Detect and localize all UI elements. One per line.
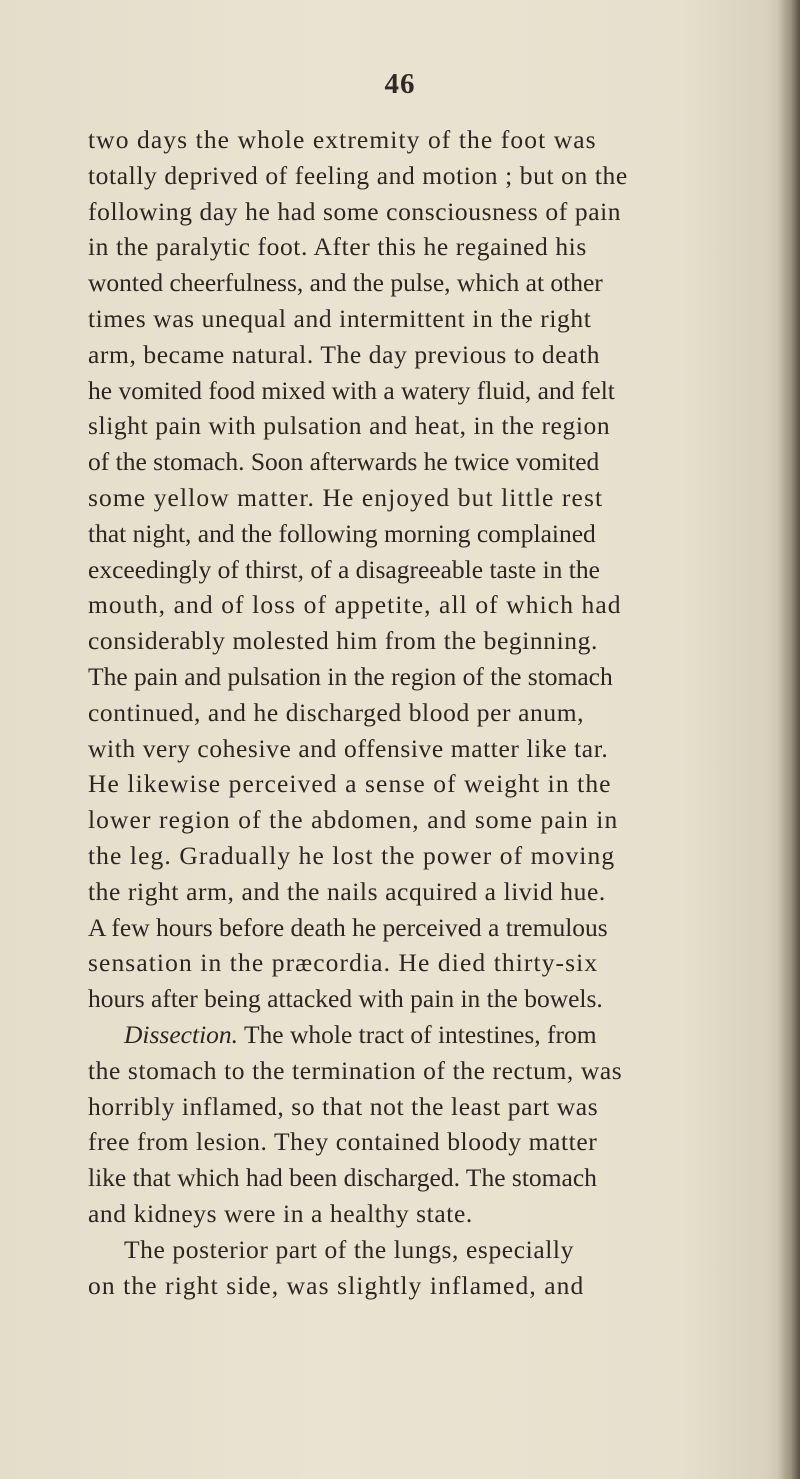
- text-line: considerably molested him from the beginning.: [88, 626, 598, 656]
- text-line: wonted cheerfulness, and the pulse, which at other: [88, 268, 603, 298]
- text-line: with very cohesive and offensive matter like tar.: [88, 733, 609, 763]
- text-line: the stomach to the termination of the rectum, was: [88, 1055, 623, 1085]
- dissection-heading: Dissection.: [124, 1019, 239, 1049]
- text-line: horribly inflamed, so that not the least part was: [88, 1091, 599, 1121]
- text-line: A few hours before death he perceived a tremulous: [88, 912, 608, 942]
- text-line: in the paralytic foot. After this he regained his: [88, 232, 587, 262]
- text-line: on the right side, was slightly inflamed, and: [88, 1270, 585, 1300]
- page-number: 46: [384, 68, 416, 100]
- text-line: arm, became natural. The day previous to death: [88, 339, 601, 369]
- text-line: The posterior part of the lungs, especially: [124, 1234, 574, 1264]
- dissection-first-line-rest: The whole tract of intestines, from: [243, 1019, 597, 1049]
- text-line: exceedingly of thirst, of a disagreeable taste in the: [88, 554, 600, 584]
- text-line: some yellow matter. He enjoyed but little rest: [88, 482, 604, 512]
- text-line: mouth, and of loss of appetite, all of which had: [88, 590, 622, 620]
- dissection-first-line: [88, 1017, 768, 1053]
- text-line: he vomited food mixed with a watery fluid, and felt: [88, 375, 615, 405]
- text-line: slight pain with pulsation and heat, in the region: [88, 411, 611, 441]
- text-line: times was unequal and intermittent in the right: [88, 303, 592, 333]
- text-line: continued, and he discharged blood per anum,: [88, 697, 585, 727]
- text-line: following day he had some consciousness of pain: [88, 196, 622, 226]
- text-line: lower region of the abdomen, and some pain in: [88, 805, 619, 835]
- text-line: that night, and the following morning complained: [88, 518, 596, 548]
- text-line: free from lesion. They contained bloody matter: [88, 1127, 598, 1157]
- text-line: He likewise perceived a sense of weight in the: [88, 769, 612, 799]
- text-line: the leg. Gradually he lost the power of moving: [88, 840, 616, 870]
- text-line: of the stomach. Soon afterwards he twice vomited: [88, 447, 600, 477]
- text-line: sensation in the præcordia. He died thirty-six: [88, 948, 599, 978]
- text-line: hours after being attacked with pain in the bowels.: [88, 984, 603, 1014]
- text-line: and kidneys were in a healthy state.: [88, 1198, 473, 1228]
- text-line: like that which had been discharged. The stomach: [88, 1163, 597, 1193]
- text-line: totally deprived of feeling and motion ; but on the: [88, 160, 628, 190]
- text-line: the right arm, and the nails acquired a livid hue.: [88, 876, 606, 906]
- text-line: The pain and pulsation in the region of the stomach: [88, 661, 613, 691]
- page-edge-shadow: [778, 0, 800, 1479]
- body-text: [88, 122, 768, 1303]
- text-line: two days the whole extremity of the foot was: [88, 125, 597, 154]
